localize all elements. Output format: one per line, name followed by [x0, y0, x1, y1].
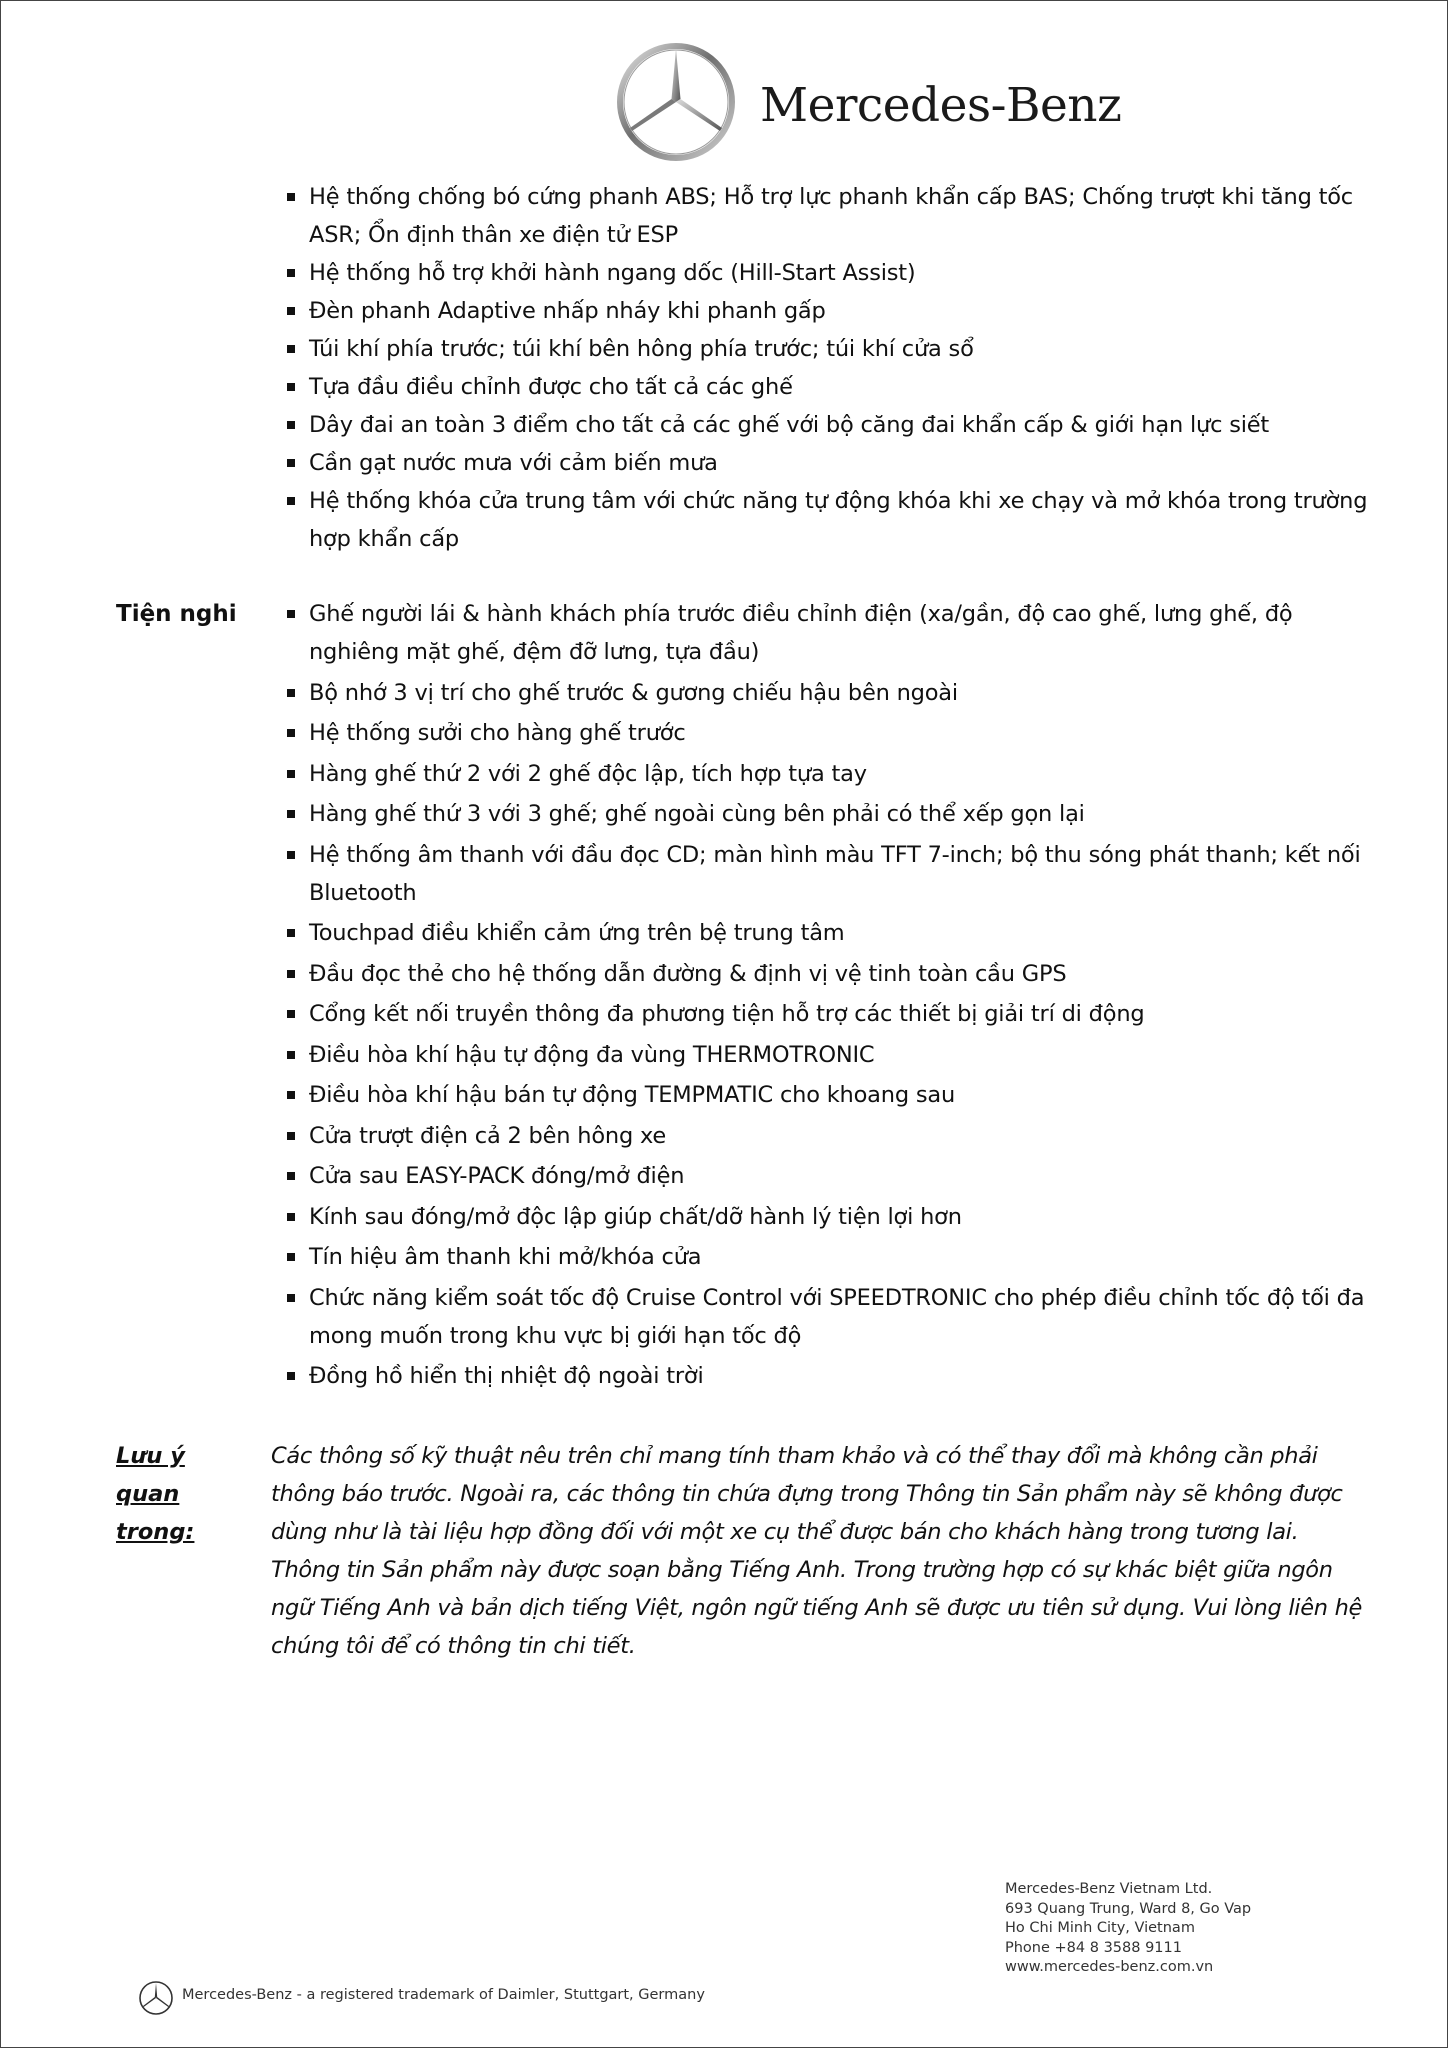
list-item: Hàng ghế thứ 2 với 2 ghế độc lập, tích hợp tựa tay [285, 755, 1385, 793]
address-street: 693 Quang Trung, Ward 8, Go Vap [1005, 1900, 1252, 1917]
footer-trademark: Mercedes-Benz - a registered trademark of Daimler, Stuttgart, Germany [182, 1987, 705, 2003]
list-item: Cần gạt nước mưa với cảm biến mưa [285, 444, 1385, 482]
brand-wordmark: Mercedes-Benz [760, 78, 1122, 133]
mercedes-star-icon [616, 42, 736, 162]
section-heading: Tiện nghi [116, 601, 237, 627]
list-item: Kính sau đóng/mở độc lập giúp chất/dỡ hành lý tiện lợi hơn [285, 1198, 1385, 1236]
address-phone: Phone +84 8 3588 9111 [1005, 1939, 1182, 1956]
mercedes-star-icon [138, 1980, 174, 2016]
address-block [1005, 1880, 1251, 1978]
address-website: www.mercedes-benz.com.vn [1005, 1959, 1214, 1975]
list-item: Tín hiệu âm thanh khi mở/khóa cửa [285, 1238, 1385, 1276]
list-item: Hệ thống âm thanh với đầu đọc CD; màn hình màu TFT 7-inch; bộ thu sóng phát thanh; kết nối Bluetooth [285, 836, 1385, 912]
list-item: Đèn phanh Adaptive nhấp nháy khi phanh gấp [285, 292, 1385, 330]
safety-list [285, 178, 1385, 558]
list-item: Cổng kết nối truyền thông đa phương tiện hỗ trợ các thiết bị giải trí di động [285, 995, 1385, 1033]
note-body [271, 1437, 1371, 1665]
note-heading: Lưu ý quan trong: [116, 1443, 195, 1545]
list-item: Điều hòa khí hậu bán tự động TEMPMATIC cho khoang sau [285, 1076, 1385, 1114]
note-paragraph: Các thông số kỹ thuật nêu trên chỉ mang tính tham khảo và có thể thay đổi mà không cần phải thông báo trước. Ngoài ra, các thông tin chứa đựng trong Thông tin Sản phẩm này sẽ không được dùng như là tài liệu hợp đồng đối với một xe cụ thể được bán cho khách hàng trong tương lai. [271, 1443, 1343, 1545]
note-paragraph: Thông tin Sản phẩm này được soạn bằng Tiếng Anh. Trong trường hợp có sự khác biệt giữa ngôn ngữ Tiếng Anh và bản dịch tiếng Việt, ngôn ngữ tiếng Anh sẽ được ưu tiên sử dụng. Vui lòng liên hệ chúng tôi để có thông tin chi tiết. [271, 1557, 1363, 1659]
list-item: Hệ thống chống bó cứng phanh ABS; Hỗ trợ lực phanh khẩn cấp BAS; Chống trượt khi tăng tốc ASR; Ổn định thân xe điện tử ESP [285, 178, 1385, 254]
list-item: Túi khí phía trước; túi khí bên hông phía trước; túi khí cửa sổ [285, 330, 1385, 368]
list-item: Đồng hồ hiển thị nhiệt độ ngoài trời [285, 1357, 1385, 1395]
list-item: Touchpad điều khiển cảm ứng trên bệ trung tâm [285, 914, 1385, 952]
list-item: Hệ thống khóa cửa trung tâm với chức năng tự động khóa khi xe chạy và mở khóa trong trường hợp khẩn cấp [285, 482, 1385, 558]
list-item: Ghế người lái & hành khách phía trước điều chỉnh điện (xa/gần, độ cao ghế, lưng ghế, độ nghiêng mặt ghế, đệm đỡ lưng, tựa đầu) [285, 595, 1385, 671]
list-item: Cửa sau EASY-PACK đóng/mở điện [285, 1157, 1385, 1195]
list-item: Hệ thống hỗ trợ khởi hành ngang dốc (Hill-Start Assist) [285, 254, 1385, 292]
list-item: Đầu đọc thẻ cho hệ thống dẫn đường & định vị vệ tinh toàn cầu GPS [285, 955, 1385, 993]
list-item: Tựa đầu điều chỉnh được cho tất cả các ghế [285, 368, 1385, 406]
list-item: Dây đai an toàn 3 điểm cho tất cả các ghế với bộ căng đai khẩn cấp & giới hạn lực siết [285, 406, 1385, 444]
address-city: Ho Chi Minh City, Vietnam [1005, 1920, 1195, 1936]
address-company: Mercedes-Benz Vietnam Ltd. [1005, 1881, 1213, 1897]
comfort-list [285, 595, 1385, 1398]
list-item: Bộ nhớ 3 vị trí cho ghế trước & gương chiếu hậu bên ngoài [285, 674, 1385, 712]
list-item: Điều hòa khí hậu tự động đa vùng THERMOTRONIC [285, 1036, 1385, 1074]
list-item: Chức năng kiểm soát tốc độ Cruise Control với SPEEDTRONIC cho phép điều chỉnh tốc độ tối đa mong muốn trong khu vực bị giới hạn tốc độ [285, 1279, 1385, 1355]
list-item: Cửa trượt điện cả 2 bên hông xe [285, 1117, 1385, 1155]
list-item: Hệ thống sưởi cho hàng ghế trước [285, 714, 1385, 752]
list-item: Hàng ghế thứ 3 với 3 ghế; ghế ngoài cùng bên phải có thể xếp gọn lại [285, 795, 1385, 833]
